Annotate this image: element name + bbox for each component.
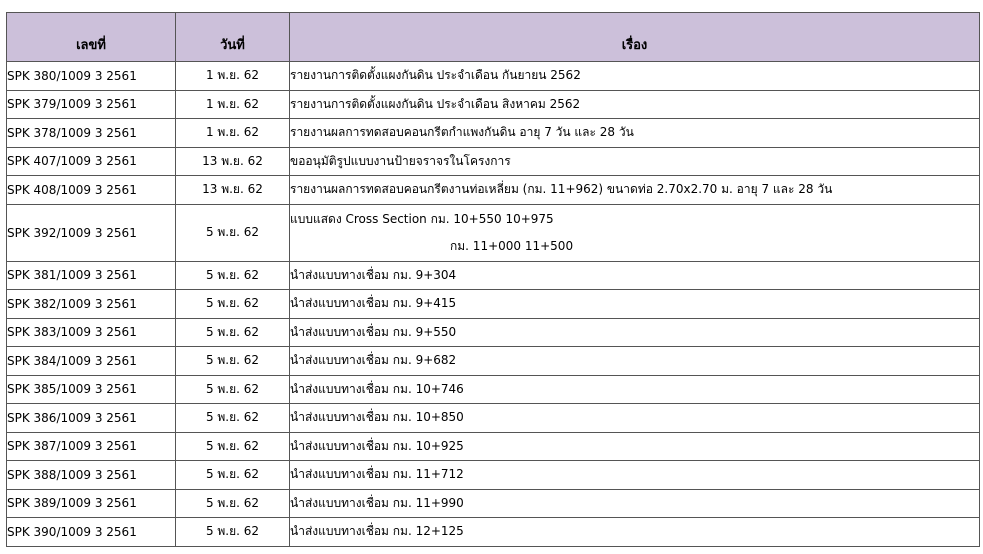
doc-date: 5 พ.ย. 62 [176,461,290,490]
doc-number: SPK 381/1009 3 2561 [7,261,176,290]
doc-date: 5 พ.ย. 62 [176,204,290,261]
doc-number: SPK 378/1009 3 2561 [7,119,176,148]
table-row [7,461,980,490]
doc-subject: นำส่งแบบทางเชื่อม กม. 9+304 [290,261,980,290]
doc-subject: รายงานการติดตั้งแผงกันดิน ประจำเดือน สิงหาคม 2562 [290,90,980,119]
header-date: วันที่ [176,13,290,62]
doc-date: 5 พ.ย. 62 [176,432,290,461]
doc-subject: นำส่งแบบทางเชื่อม กม. 11+990 [290,489,980,518]
doc-subject: นำส่งแบบทางเชื่อม กม. 9+682 [290,347,980,376]
doc-date: 13 พ.ย. 62 [176,147,290,176]
table-row [7,375,980,404]
doc-number: SPK 379/1009 3 2561 [7,90,176,119]
doc-subject: นำส่งแบบทางเชื่อม กม. 11+712 [290,461,980,490]
table-row [7,404,980,433]
table-row [7,204,980,261]
table-row [7,290,980,319]
doc-number: SPK 385/1009 3 2561 [7,375,176,404]
doc-number: SPK 382/1009 3 2561 [7,290,176,319]
doc-date: 1 พ.ย. 62 [176,62,290,91]
doc-subject: นำส่งแบบทางเชื่อม กม. 9+415 [290,290,980,319]
doc-number: SPK 407/1009 3 2561 [7,147,176,176]
doc-subject-multiline [290,204,980,261]
document-table [6,12,980,547]
table-row [7,432,980,461]
table-row [7,176,980,205]
doc-subject: นำส่งแบบทางเชื่อม กม. 9+550 [290,318,980,347]
table-row [7,62,980,91]
doc-subject: แบบแสดง Cross Section กม. 10+550 10+975 [290,211,554,226]
table-row [7,318,980,347]
table-row [7,261,980,290]
doc-subject: รายงานผลการทดสอบคอนกรีตกำแพงกันดิน อายุ 7 วัน และ 28 วัน [290,119,980,148]
header-row [7,13,980,62]
doc-number: SPK 390/1009 3 2561 [7,518,176,547]
doc-date: 5 พ.ย. 62 [176,347,290,376]
doc-subject: นำส่งแบบทางเชื่อม กม. 10+925 [290,432,980,461]
doc-number: SPK 386/1009 3 2561 [7,404,176,433]
doc-date: 1 พ.ย. 62 [176,90,290,119]
doc-number: SPK 387/1009 3 2561 [7,432,176,461]
table-row [7,518,980,547]
doc-subject: นำส่งแบบทางเชื่อม กม. 10+746 [290,375,980,404]
doc-subject: รายงานผลการทดสอบคอนกรีตงานท่อเหลี่ยม (กม. 11+962) ขนาดท่อ 2.70x2.70 ม. อายุ 7 และ 28 วัน [290,176,980,205]
doc-number: SPK 388/1009 3 2561 [7,461,176,490]
header-subject: เรื่อง [290,13,980,62]
table-row [7,347,980,376]
doc-date: 5 พ.ย. 62 [176,404,290,433]
doc-date: 13 พ.ย. 62 [176,176,290,205]
doc-date: 5 พ.ย. 62 [176,375,290,404]
doc-subject: ขออนุมัติรูปแบบงานป้ายจราจรในโครงการ [290,147,980,176]
doc-date: 5 พ.ย. 62 [176,518,290,547]
table-row [7,119,980,148]
doc-date: 5 พ.ย. 62 [176,290,290,319]
doc-subject-line2: กม. 11+000 11+500 [450,238,574,253]
doc-date: 5 พ.ย. 62 [176,489,290,518]
doc-date: 5 พ.ย. 62 [176,318,290,347]
doc-number: SPK 392/1009 3 2561 [7,204,176,261]
doc-date: 1 พ.ย. 62 [176,119,290,148]
doc-number: SPK 384/1009 3 2561 [7,347,176,376]
table-row [7,489,980,518]
doc-number: SPK 383/1009 3 2561 [7,318,176,347]
doc-subject: นำส่งแบบทางเชื่อม กม. 10+850 [290,404,980,433]
doc-date: 5 พ.ย. 62 [176,261,290,290]
table-row [7,147,980,176]
doc-number: SPK 408/1009 3 2561 [7,176,176,205]
doc-subject: รายงานการติดตั้งแผงกันดิน ประจำเดือน กันยายน 2562 [290,62,980,91]
doc-subject: นำส่งแบบทางเชื่อม กม. 12+125 [290,518,980,547]
doc-number: SPK 389/1009 3 2561 [7,489,176,518]
table-row [7,90,980,119]
doc-number: SPK 380/1009 3 2561 [7,62,176,91]
header-number: เลขที่ [7,13,176,62]
